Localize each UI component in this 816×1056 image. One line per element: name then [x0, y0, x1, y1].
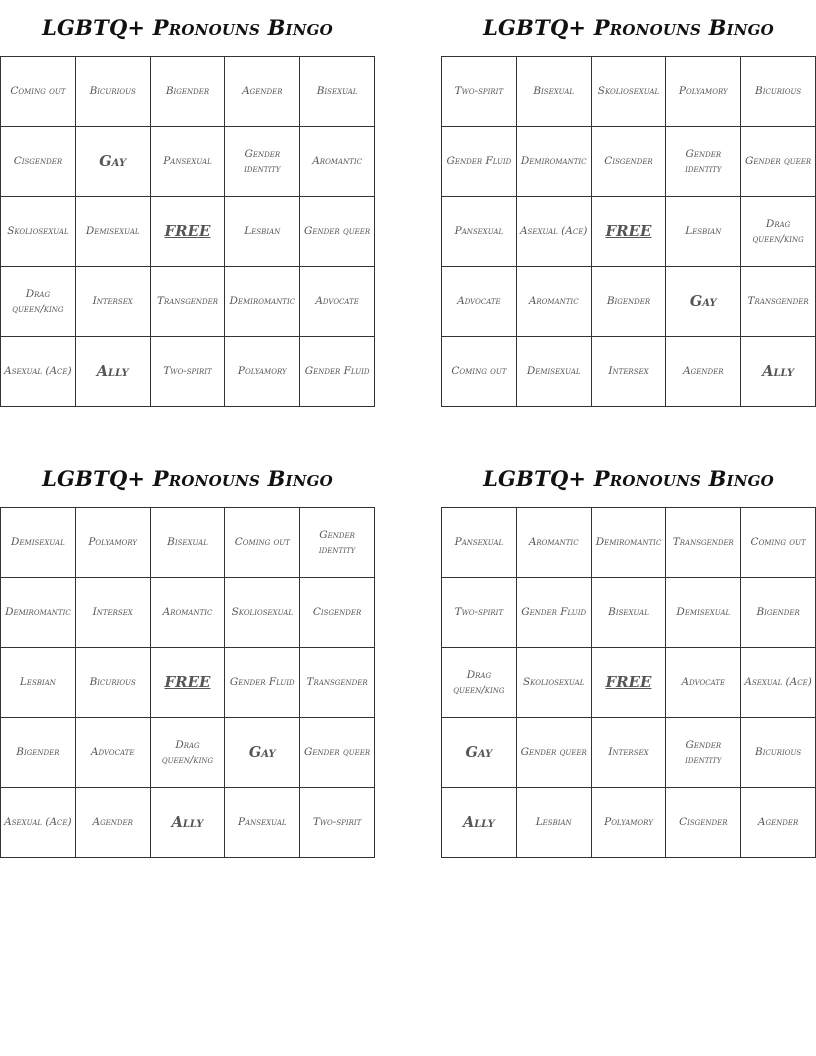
bingo-cell-label: Gender identity [685, 147, 722, 175]
bingo-cell-label: Gay [99, 153, 127, 170]
bingo-cell [442, 337, 517, 407]
bingo-cell-label: Asexual (Ace) [4, 365, 72, 377]
bingo-cell [666, 127, 741, 197]
bingo-cell-label: Bigender [756, 606, 800, 618]
bingo-cell-label: Advocate [681, 676, 726, 688]
free-space-cell [592, 197, 667, 267]
bingo-cell-label: Agender [683, 365, 724, 377]
free-space-cell [592, 648, 667, 718]
bingo-cell-label: Demisexual [526, 365, 581, 377]
bingo-cell-label: Gay [689, 293, 717, 310]
bingo-cell-label: Coming out [451, 365, 507, 377]
bingo-cell-label: Bisexual [167, 536, 208, 548]
bingo-cell [225, 718, 300, 788]
bingo-cell [225, 648, 300, 718]
bingo-cell [517, 337, 592, 407]
bingo-cell-label: Drag queen/king [12, 287, 64, 315]
bingo-cell-label: Cisgender [312, 606, 362, 618]
bingo-cell-label: Intersex [608, 365, 649, 377]
bingo-cell-label: Skoliosexual [7, 225, 69, 237]
bingo-cell-label: Pansexual [163, 155, 212, 167]
bingo-cell [517, 718, 592, 788]
bingo-card-1 [0, 0, 375, 407]
bingo-cell-label: Asexual (Ace) [744, 676, 812, 688]
bingo-cell [300, 508, 375, 578]
bingo-cell-label: Agender [757, 816, 799, 828]
bingo-cell [517, 508, 592, 578]
bingo-cell [151, 718, 226, 788]
bingo-cell-label: Ally [762, 363, 794, 380]
bingo-cell [300, 267, 375, 337]
bingo-cell-label: Bisexual [533, 85, 575, 97]
bingo-cell-label: Lesbian [244, 225, 281, 237]
bingo-cell-label: Lesbian [19, 676, 56, 688]
bingo-cell [300, 648, 375, 718]
bingo-cell [666, 197, 741, 267]
bingo-cell [517, 788, 592, 858]
bingo-cell [1, 57, 76, 127]
bingo-cell [151, 508, 226, 578]
bingo-cell [151, 788, 226, 858]
bingo-cell-label: Aromantic [162, 606, 213, 618]
bingo-cell-label: Demisexual [676, 606, 731, 618]
card-title: LGBTQ+ Pronouns Bingo [42, 466, 333, 491]
bingo-cell [1, 578, 76, 648]
bingo-cell [300, 718, 375, 788]
bingo-cell-label: Drag queen/king [752, 217, 804, 245]
bingo-cell [76, 648, 151, 718]
bingo-cell [442, 718, 517, 788]
bingo-cell-label: Aromantic [528, 536, 579, 548]
bingo-cell-label: Gender identity [244, 147, 281, 175]
bingo-cell [592, 718, 667, 788]
bingo-cell [151, 267, 226, 337]
bingo-cell [151, 57, 226, 127]
bingo-cell [151, 127, 226, 197]
free-space-cell [151, 648, 226, 718]
bingo-cell-label: Transgender [306, 676, 368, 688]
bingo-cell-label: Polyamory [678, 85, 728, 97]
bingo-cell-label: Aromantic [312, 155, 362, 167]
bingo-cell [76, 508, 151, 578]
bingo-cell [225, 788, 300, 858]
bingo-cell [666, 788, 741, 858]
bingo-cell [1, 197, 76, 267]
bingo-cell [741, 267, 816, 337]
bingo-cell-label: Two-spirit [163, 365, 212, 377]
bingo-cell-label: Transgender [156, 295, 219, 307]
bingo-cell-label: Gay [465, 744, 493, 761]
bingo-cell [1, 648, 76, 718]
bingo-cell [76, 57, 151, 127]
card-title: LGBTQ+ Pronouns Bingo [483, 15, 774, 40]
bingo-cell-label: Bicurious [754, 85, 802, 97]
bingo-cell-label: Aromantic [528, 295, 579, 307]
bingo-cell-label: Asexual (Ace) [4, 816, 72, 828]
bingo-cell [442, 508, 517, 578]
bingo-cell [1, 267, 76, 337]
bingo-cell [1, 788, 76, 858]
bingo-cell-label: Skoliosexual [597, 85, 660, 97]
bingo-cell [225, 197, 300, 267]
bingo-cell-label: Transgender [672, 536, 734, 548]
bingo-cell [1, 127, 76, 197]
bingo-cell [225, 57, 300, 127]
bingo-card-3 [0, 451, 375, 858]
bingo-cell-label: Demiromantic [520, 155, 587, 167]
bingo-cell-label: Cisgender [604, 155, 653, 167]
bingo-cell [300, 578, 375, 648]
bingo-cell [592, 127, 667, 197]
bingo-grid [441, 56, 816, 407]
bingo-cell-label: Lesbian [535, 816, 572, 828]
bingo-cell [517, 578, 592, 648]
bingo-cell [76, 578, 151, 648]
bingo-cell-label: Transgender [747, 295, 809, 307]
bingo-cell-label: Demisexual [85, 225, 140, 237]
bingo-cell [225, 267, 300, 337]
bingo-cell [442, 648, 517, 718]
bingo-cell-label: Gender Fluid [229, 676, 295, 688]
card-title: LGBTQ+ Pronouns Bingo [42, 15, 333, 40]
bingo-cell-label: Ally [96, 363, 129, 380]
bingo-cell [741, 508, 816, 578]
bingo-cell [76, 337, 151, 407]
bingo-cell [442, 788, 517, 858]
bingo-cell [225, 127, 300, 197]
bingo-cell-label: Bicurious [754, 746, 802, 758]
bingo-cell [517, 127, 592, 197]
bingo-cell-label: Bicurious [89, 676, 136, 688]
bingo-cell [517, 57, 592, 127]
bingo-cell [666, 718, 741, 788]
bingo-cell-label: FREE [164, 673, 211, 691]
bingo-cell [592, 57, 667, 127]
bingo-cell-label: Advocate [90, 746, 135, 758]
bingo-cell [741, 718, 816, 788]
bingo-cell-label: Polyamory [88, 536, 138, 548]
bingo-cell-label: Advocate [315, 295, 359, 307]
bingo-cell-label: Two-spirit [454, 606, 504, 618]
bingo-cell [517, 648, 592, 718]
bingo-cell-label: Pansexual [238, 816, 287, 828]
bingo-cell [225, 337, 300, 407]
bingo-cell-label: Coming out [750, 536, 806, 548]
bingo-cell [300, 197, 375, 267]
bingo-cell [76, 718, 151, 788]
bingo-cell [1, 718, 76, 788]
bingo-cell [151, 578, 226, 648]
bingo-card-4 [441, 451, 816, 858]
bingo-cell-label: Two-spirit [454, 85, 504, 97]
bingo-cell [592, 508, 667, 578]
bingo-cell [741, 648, 816, 718]
bingo-cell-label: Intersex [92, 606, 133, 618]
bingo-grid [0, 56, 375, 407]
bingo-cell-label: Gender queer [304, 746, 371, 758]
bingo-card-2 [441, 0, 816, 407]
bingo-cell [741, 127, 816, 197]
bingo-cell [76, 267, 151, 337]
bingo-cell [225, 578, 300, 648]
bingo-cell [592, 267, 667, 337]
bingo-cell [592, 578, 667, 648]
bingo-cell-label: Bicurious [89, 85, 136, 97]
bingo-grid [0, 507, 375, 858]
bingo-cell-label: Asexual (Ace) [519, 225, 588, 237]
bingo-cell [1, 337, 76, 407]
bingo-cell [300, 337, 375, 407]
bingo-cell-label: Agender [92, 816, 133, 828]
bingo-cell-label: Coming out [234, 536, 290, 548]
bingo-cell [1, 508, 76, 578]
bingo-cell [442, 267, 517, 337]
bingo-cell-label: Gender Fluid [521, 606, 587, 618]
bingo-cell [76, 197, 151, 267]
bingo-cell-label: Drag queen/king [161, 738, 214, 766]
bingo-cell-label: Gender identity [685, 738, 722, 766]
bingo-cell-label: Polyamory [604, 816, 653, 828]
bingo-cell-label: FREE [164, 222, 211, 240]
bingo-cell-label: Skoliosexual [522, 676, 585, 688]
bingo-cell-label: Two-spirit [312, 816, 362, 828]
bingo-cell-label: Gender Fluid [446, 155, 512, 167]
bingo-cell-label: Coming out [10, 85, 66, 97]
bingo-cell-label: Gender queer [304, 225, 371, 237]
bingo-cell [666, 267, 741, 337]
bingo-cell-label: Bigender [606, 295, 651, 307]
bingo-cell [300, 127, 375, 197]
bingo-cell [741, 57, 816, 127]
bingo-cell-label: Gender identity [318, 528, 356, 556]
free-space-cell [151, 197, 226, 267]
bingo-cell [741, 337, 816, 407]
bingo-cell-label: FREE [605, 222, 652, 240]
bingo-cell-label: Gender queer [520, 746, 587, 758]
bingo-cell-label: Agender [242, 85, 283, 97]
bingo-cell [442, 197, 517, 267]
bingo-cell-label: Demiromantic [229, 295, 296, 307]
bingo-cell [300, 788, 375, 858]
bingo-cell [666, 508, 741, 578]
bingo-cell [666, 648, 741, 718]
bingo-cell [666, 57, 741, 127]
bingo-cell-label: Bisexual [316, 85, 358, 97]
bingo-cell [517, 267, 592, 337]
bingo-cell-label: Ally [462, 814, 495, 831]
bingo-cell-label: Demisexual [11, 536, 65, 548]
bingo-cell [666, 337, 741, 407]
bingo-cell-label: Bigender [165, 85, 210, 97]
bingo-cell-label: Lesbian [685, 225, 722, 237]
bingo-cell-label: FREE [605, 673, 652, 691]
bingo-cell [442, 57, 517, 127]
bingo-cell-label: Skoliosexual [231, 606, 293, 618]
bingo-cell [300, 57, 375, 127]
bingo-cell-label: Pansexual [454, 225, 504, 237]
bingo-cell [76, 788, 151, 858]
bingo-cell [442, 578, 517, 648]
bingo-cell-label: Gay [248, 744, 276, 761]
bingo-cell [666, 578, 741, 648]
bingo-cell-label: Demiromantic [5, 606, 71, 618]
bingo-cell [225, 508, 300, 578]
bingo-cell-label: Cisgender [679, 816, 728, 828]
bingo-cell [76, 127, 151, 197]
bingo-cell [151, 337, 226, 407]
bingo-cell-label: Polyamory [237, 365, 287, 377]
bingo-cell-label: Demiromantic [595, 536, 662, 548]
bingo-grid [441, 507, 816, 858]
card-title: LGBTQ+ Pronouns Bingo [483, 466, 774, 491]
bingo-cell [741, 788, 816, 858]
bingo-cell-label: Drag queen/king [453, 668, 505, 696]
bingo-cell-label: Gender Fluid [304, 365, 370, 377]
bingo-cell-label: Intersex [608, 746, 649, 758]
bingo-cell-label: Ally [171, 814, 204, 831]
bingo-cell [517, 197, 592, 267]
bingo-cell-label: Bigender [16, 746, 60, 758]
bingo-cell-label: Intersex [92, 295, 133, 307]
bingo-cell [592, 788, 667, 858]
bingo-cell-label: Advocate [457, 295, 501, 307]
bingo-cell [741, 578, 816, 648]
bingo-cell [442, 127, 517, 197]
bingo-cell [592, 337, 667, 407]
bingo-cell-label: Cisgender [13, 155, 63, 167]
bingo-cell-label: Bisexual [608, 606, 649, 618]
bingo-cell [741, 197, 816, 267]
bingo-cell-label: Pansexual [454, 536, 504, 548]
bingo-cell-label: Gender queer [745, 155, 812, 167]
